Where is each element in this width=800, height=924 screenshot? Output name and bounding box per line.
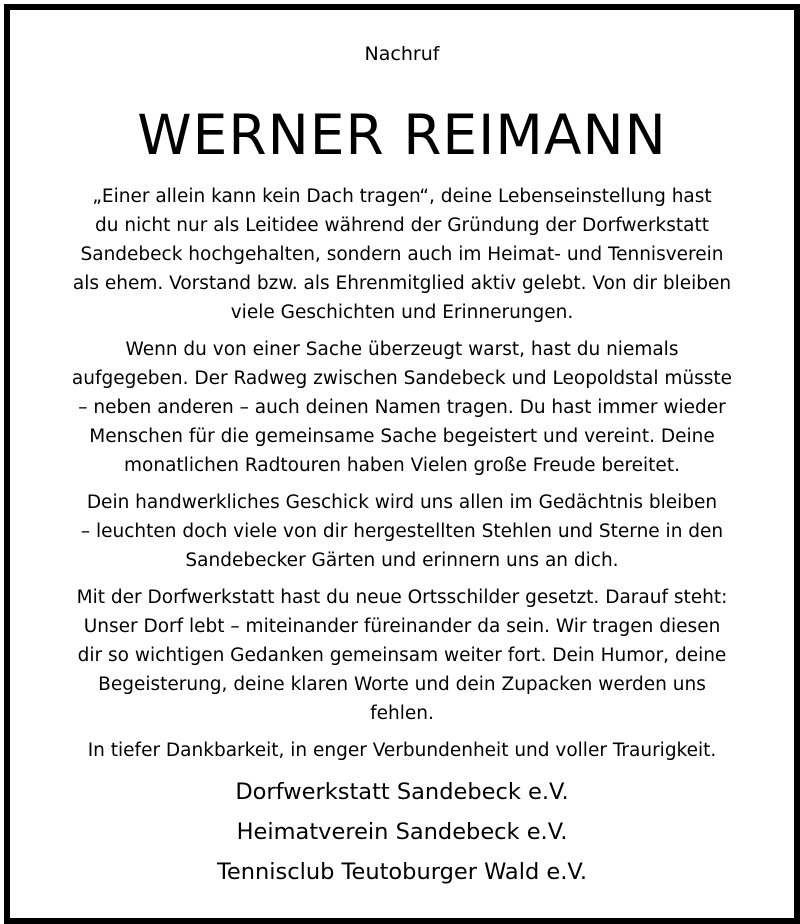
text-line: monatlichen Radtouren haben Vielen große Freude bereitet. <box>124 455 680 476</box>
text-line: Unser Dorf lebt – miteinander füreinander da sein. Wir tragen diesen <box>83 616 721 637</box>
signatories <box>10 772 794 892</box>
text-line: du nicht nur als Leitidee während der Gründung der Dorfwerkstatt <box>95 215 709 236</box>
text-line: Sandebeck hochgehalten, sondern auch im Heimat- und Tennisverein <box>80 244 724 265</box>
text-line: Dein handwerkliches Geschick wird uns allen im Gedächtnis bleiben <box>86 492 718 513</box>
text-line: aufgegeben. Der Radweg zwischen Sandebeck und Leopoldstal müsste <box>71 368 733 389</box>
text-line: Mit der Dorfwerkstatt hast du neue Ortsschilder gesetzt. Darauf steht: <box>76 587 728 608</box>
text-line: Sandebecker Gärten und erinnern uns an dich. <box>185 550 619 571</box>
signer-tennisclub: Tennisclub Teutoburger Wald e.V. <box>216 859 588 885</box>
notice-heading: Nachruf <box>364 43 440 65</box>
tribute-text <box>40 182 764 773</box>
text-line: „Einer allein kann kein Dach tragen“, deine Lebenseinstellung hast <box>92 186 712 207</box>
deceased-name: WERNER REIMANN <box>137 103 667 167</box>
text-line: Wenn du von einer Sache überzeugt warst, hast du niemals <box>125 339 679 360</box>
tribute-paragraph-3 <box>40 488 764 575</box>
tribute-paragraph-2 <box>40 335 764 480</box>
obituary-notice <box>4 4 800 924</box>
text-line: – leuchten doch viele von dir hergestellten Stehlen und Sterne in den <box>80 521 724 542</box>
signer-dorfwerkstatt: Dorfwerkstatt Sandebeck e.V. <box>235 779 569 805</box>
text-line: als ehem. Vorstand bzw. als Ehrenmitglied aktiv gelebt. Von dir bleiben <box>72 273 732 294</box>
text-line: Menschen für die gemeinsame Sache begeistert und vereint. Deine <box>89 426 715 447</box>
tribute-paragraph-1 <box>40 182 764 327</box>
text-line: viele Geschichten und Erinnerungen. <box>230 302 574 323</box>
tribute-paragraph-4 <box>40 583 764 728</box>
text-line: dir so wichtigen Gedanken gemeinsam weiter fort. Dein Humor, deine <box>77 645 727 666</box>
text-line: fehlen. <box>370 703 434 724</box>
tribute-paragraph-5 <box>40 736 764 765</box>
text-line: Begeisterung, deine klaren Worte und dein Zupacken werden uns <box>98 674 706 695</box>
signer-heimatverein: Heimatverein Sandebeck e.V. <box>236 819 568 845</box>
text-line: – neben anderen – auch deinen Namen tragen. Du hast immer wieder <box>78 397 726 418</box>
text-line: In tiefer Dankbarkeit, in enger Verbundenheit und voller Traurigkeit. <box>87 740 717 761</box>
